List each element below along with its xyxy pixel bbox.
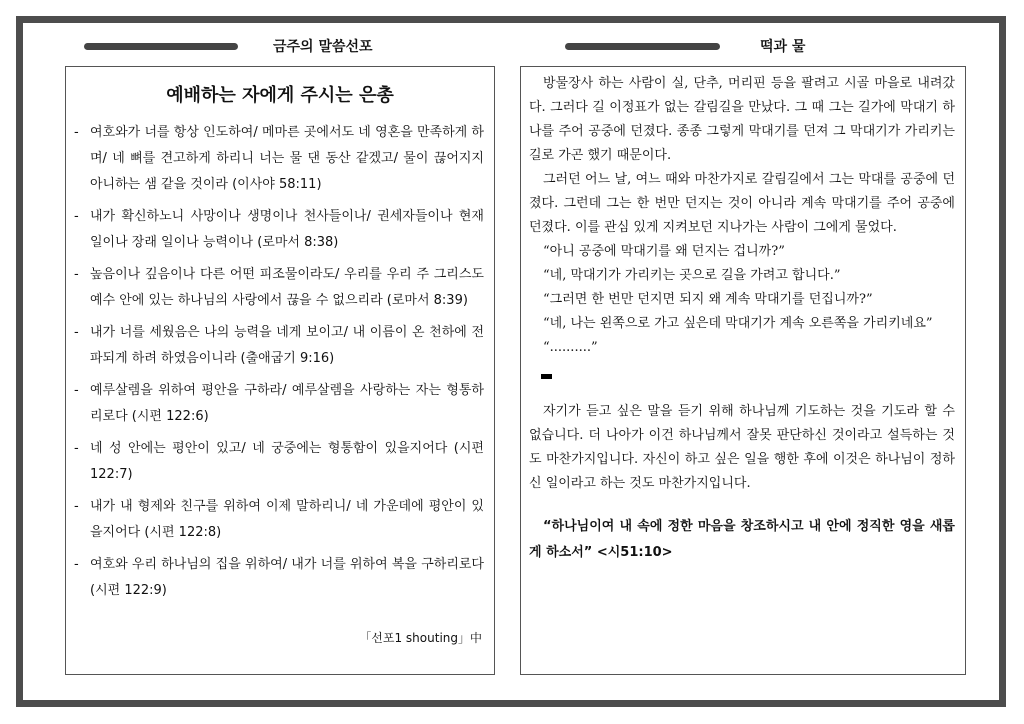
verse-item: - 예루살렘을 위하여 평안을 구하라/ 예루살렘을 사랑하는 자는 형통하리로다 (시편 122:6) [74, 378, 484, 430]
dialogue-line: “그러면 한 번만 던지면 되지 왜 계속 막대기를 던집니까?” [543, 292, 873, 307]
sermon-box [65, 66, 495, 675]
closing-prayer: “하나님이여 내 속에 정한 마음을 창조하시고 내 안에 정직한 영을 새롭게 하소서” <시51:10> [529, 519, 955, 560]
source-citation: 「선포1 shouting」中 [359, 631, 482, 645]
sermon-title: 예배하는 자에게 주시는 은총 [166, 85, 394, 106]
dialogue-line: “네, 막대기가 가리키는 곳으로 길을 가려고 합니다.” [543, 268, 841, 283]
story-box [520, 66, 966, 675]
verse-item: - 높음이나 깊음이나 다른 어떤 피조물이라도/ 우리를 우리 주 그리스도 예수 안에 있는 하나님의 사랑에서 끊을 수 없으리라 (로마서 8:39) [74, 262, 484, 314]
story-text [529, 72, 955, 566]
verse-item: - 여호와가 너를 항상 인도하여/ 메마른 곳에서도 네 영혼을 만족하게 하며/ 네 뼈를 견고하게 하리니 너는 물 댄 동산 같겠고/ 물이 끊어지지 아니하는 샘 같을 것이라 (이사야 58:11) [74, 120, 484, 198]
story-paragraph: 그러던 어느 날, 여느 때와 마찬가지로 갈림길에서 그는 막대를 공중에 던졌다. 그런데 그는 한 번만 던지는 것이 아니라 계속 막대기를 주어 공중에 던졌다. 이를 관심 있게 지켜보던 지나가는 사람이 그에게 물었다. [529, 172, 955, 235]
right-header-title: 떡과 물 [760, 39, 806, 55]
dialogue-line: “네, 나는 왼쪽으로 가고 싶은데 막대기가 계속 오른쪽을 가리키네요” [543, 316, 933, 331]
verse-item: - 내가 확신하노니 사망이나 생명이나 천사들이나/ 권세자들이나 현재 일이나 장래 일이나 능력이나 (로마서 8:38) [74, 204, 484, 256]
story-paragraph: 방물장사 하는 사람이 실, 단추, 머리핀 등을 팔려고 시골 마을로 내려갔다. 그러다 길 이정표가 없는 갈림길을 만났다. 그 때 그는 길가에 막대기 하나를 주어 공중에 던졌다. 종종 그렇게 막대기를 던져 그 막대기가 가리키는 길로 가곤 했기 때문이다. [529, 76, 955, 163]
left-header [84, 36, 384, 58]
section-marker [541, 374, 552, 379]
reflection-paragraph: 자기가 듣고 싶은 말을 듣기 위해 하나님께 기도하는 것을 기도라 할 수 없습니다. 더 나아가 이건 하나님께서 잘못 판단하신 것이라고 설득하는 것도 마찬가지입니다. 자신이 하고 싶은 일을 행한 후에 이것은 하나님이 정하신 일이라고 하는 것도 마찬가지입니다. [529, 404, 955, 491]
dialogue-line: “아니 공중에 막대기를 왜 던지는 겁니까?” [543, 244, 785, 259]
left-header-title: 금주의 말씀선포 [273, 39, 373, 55]
verse-item: - 네 성 안에는 평안이 있고/ 네 궁중에는 형통함이 있을지어다 (시편 122:7) [74, 436, 484, 488]
dialogue-line: “..........” [543, 340, 598, 355]
left-header-bar [84, 43, 238, 50]
verse-list [74, 120, 484, 610]
verse-item: - 여호와 우리 하나님의 집을 위하여/ 내가 너를 위하여 복을 구하리로다 (시편 122:9) [74, 552, 484, 604]
right-header-bar [565, 43, 720, 50]
verse-item: - 내가 내 형제와 친구를 위하여 이제 말하리니/ 네 가운데에 평안이 있을지어다 (시편 122:8) [74, 494, 484, 546]
right-header [565, 36, 825, 58]
verse-item: - 내가 너를 세웠음은 나의 능력을 네게 보이고/ 내 이름이 온 천하에 전파되게 하려 하였음이니라 (출애굽기 9:16) [74, 320, 484, 372]
